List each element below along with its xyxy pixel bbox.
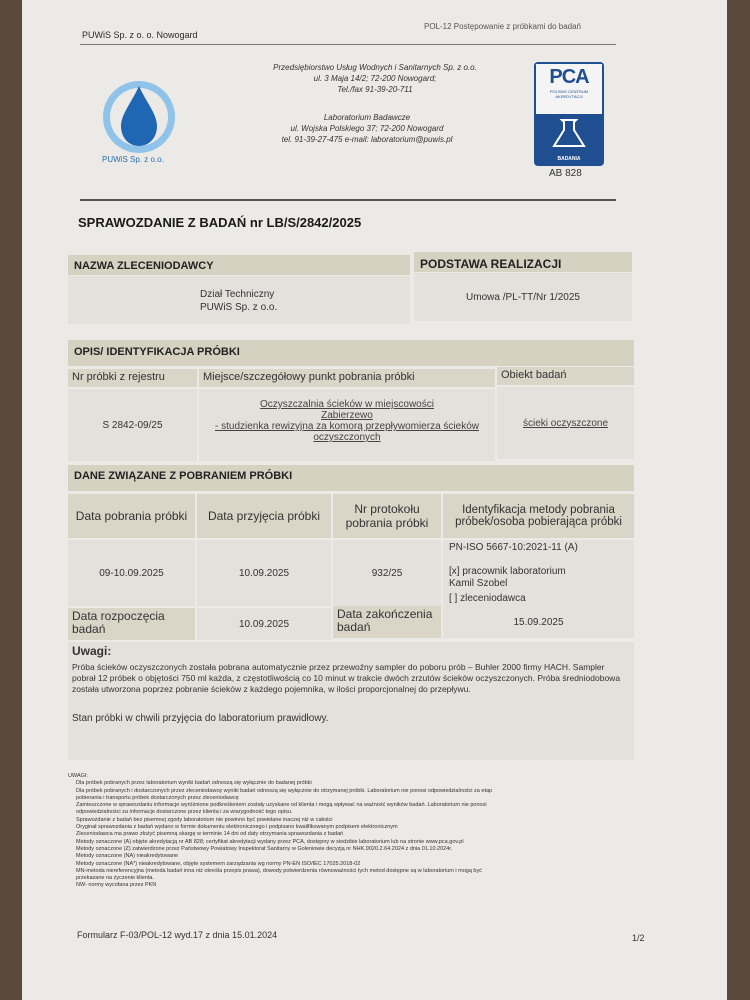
method-person: [x] pracownik laboratorium <box>449 566 566 577</box>
address-line: Przedsiębiorstwo Usług Wodnych i Sanitarnych Sp. z o.o. <box>273 63 477 72</box>
sampling-heading: DANE ZWIĄZANE Z POBRANIEM PRÓBKI <box>68 465 634 491</box>
footnotes-heading: UWAGI: <box>68 773 88 779</box>
basis-heading: PODSTAWA REALIZACJI <box>414 252 632 272</box>
procedure-header: POL-12 Postępowanie z próbkami do badań <box>424 22 581 31</box>
footnote-line: Zleceniodawca ma prawo złożyć pisemną skargę w terminie 14 dni od daty otrzymania sprawozdania z badań <box>76 831 344 838</box>
footnote-line: pobierania i transportu próbek dostarczonych przez zleceniodawcę <box>76 794 239 801</box>
address-line: ul. 3 Maja 14/2; 72-200 Nowogard; <box>313 74 437 83</box>
pca-logo-text: PCA <box>549 66 589 88</box>
end-label: Data zakończenia badań <box>333 606 441 638</box>
footnote-line: Oryginał sprawozdania z badań wydano w formie dokumentu elektronicznego i podpisano kwalifikowanym podpisem elektronicznym <box>76 824 398 831</box>
sample-place-line: Zabierzewo <box>321 410 373 421</box>
flask-icon <box>534 114 604 154</box>
col-method: Identyfikacja metody pobrania próbek/osoba pobierająca próbki <box>443 494 634 538</box>
title-divider <box>80 199 616 201</box>
lab-line: tel. 91-39-27-475 e-mail: laboratorium@puwis.pl <box>281 135 453 144</box>
client-name <box>68 276 410 324</box>
footnotes <box>68 773 638 890</box>
footnote-line: Metody oznaczone (NA) nieakredytowane <box>76 853 179 860</box>
pca-logo-bottom: BADANIA <box>557 156 581 162</box>
footnote-line: Dla próbek pobranych i dostarczonych przez zleceniodawcę wyniki badań odnoszą się wyłącznie do otrzymanej próbki. Laboratorium nie ponosi odpowiedzialności za etap <box>76 787 493 794</box>
end-value: 15.09.2025 <box>443 606 634 638</box>
method-details <box>443 540 634 606</box>
col-sample-object: Obiekt badań <box>497 367 634 385</box>
footnote-line: Sprawozdanie z badań bez pisemnej zgody laboratorium nie powinno być powielane inaczej niż w całości <box>76 816 333 823</box>
client-name-line: PUWiS Sp. z o.o. <box>200 302 278 313</box>
company-address <box>230 62 520 95</box>
header-divider <box>80 44 616 45</box>
col-date-received: Data przyjęcia próbki <box>197 494 331 538</box>
form-footer: Formularz F-03/POL-12 wyd.17 z dnia 15.01.2024 <box>77 930 278 940</box>
method-person-name: Kamil Szobel <box>449 578 508 589</box>
sample-number: S 2842-09/25 <box>68 389 197 461</box>
client-heading: NAZWA ZLECENIODAWCY <box>68 255 410 275</box>
logo-caption: PUWiS Sp. z o.o. <box>102 155 164 164</box>
col-protocol: Nr protokołu pobrania próbki <box>333 494 441 538</box>
pca-logo-sub: POLSKIE CENTRUM AKREDYTACJI <box>549 89 589 99</box>
footnote-line: NW- normy wycofana przez PKN <box>76 882 157 889</box>
footnote-line: przekazane na życzenie klienta. <box>76 875 154 882</box>
remarks-heading: Uwagi: <box>72 644 112 658</box>
report-title: SPRAWOZDANIE Z BADAŃ nr LB/S/2842/2025 <box>78 215 362 230</box>
page-number: 1/2 <box>632 933 645 943</box>
sample-object <box>497 387 634 459</box>
accreditation-number: AB 828 <box>549 168 582 179</box>
footnote-line: Metody oznaczone (A) objęte akredytacją nr AB 828; certyfikat akredytacji wydany przez PCA, dostępny w siedzibie laboratorium lub na stronie www.pca.gov.pl <box>76 838 464 845</box>
sample-place-line: - studzienka rewizyjna za komorą przepływomierza ścieków <box>215 421 479 432</box>
col-date-taken: Data pobrania próbki <box>68 494 195 538</box>
method-client: [ ] zleceniodawca <box>449 593 526 604</box>
pca-accreditation-logo <box>534 62 604 166</box>
footnote-line: Metody oznaczone (NA*) nieakredytowane, objęte systemem zarządzania wg normy PN-EN ISO/IEC 17025:2018-02 <box>76 860 361 867</box>
footnote-line: Dla próbek pobranych przez laboratorium wyniki badań odnoszą się wyłącznie do badanej próbki <box>76 780 312 787</box>
sample-place-line: oczyszczonych <box>313 432 381 443</box>
start-value: 10.09.2025 <box>197 608 331 640</box>
address-line: Tel./fax 91-39-20-711 <box>337 85 413 94</box>
sample-object-value: ścieki oczyszczone <box>522 417 609 429</box>
lab-line: ul. Wojska Polskiego 37; 72-200 Nowogard <box>290 124 444 133</box>
basis-value: Umowa /PL-TT/Nr 1/2025 <box>414 273 632 321</box>
col-sample-place: Miejsce/szczegółowy punkt pobrania próbki <box>199 369 495 387</box>
client-name-line: Dział Techniczny <box>200 289 275 300</box>
protocol-number: 932/25 <box>333 540 441 606</box>
footnote-line: Zamieszczone w sprawozdaniu informacje wyróżnione podkreśleniem zostały uzyskane od klienta i mogą wpływać na ważność wyników badań. Laboratorium nie ponosi <box>76 802 487 809</box>
report-page <box>22 0 727 1000</box>
lab-line: Laboratorium Badawcze <box>323 113 411 122</box>
remarks-text: Próba ścieków oczyszczonych została pobrana automatycznie przez przewoźny sampler do poboru prób – Buhler 2000 firmy HACH. Sampler pobrał 12 próbek o objętości 750 ml każda, z częstotliwością co 10 minut w trakcie dwóch zrzutów ścieków oczyszczonych. Próba średniodobowa została utworzona poprzez pobranie ścieków z każdego pojemnika, w ilości proporcjonalnej do przepływu. <box>72 662 621 694</box>
date-taken: 09-10.09.2025 <box>68 540 195 606</box>
remarks-box <box>68 642 634 760</box>
sample-place <box>199 389 495 461</box>
footnote-line: Metody oznaczone (Z) zatwierdzone przez Państwowy Powiatowy Inspektorat Sanitarny w Goleniowie decyzją nr NHK.9020.2.64.2024 z dnia 01.10.2024r. <box>76 845 453 852</box>
water-drop-icon <box>94 78 184 156</box>
sample-condition: Stan próbki w chwili przyjęcia do laboratorium prawidłowy. <box>72 713 329 724</box>
start-label: Data rozpoczęcia badań <box>68 608 195 640</box>
footnote-line: MN-metoda niereferencyjna (metoda badań inna niż określa przepis prawa), dowody potwierdzenia równoważności tych metod dostępne są w laboratorium i mogą być <box>76 867 482 874</box>
method-standard: PN-ISO 5667-10:2021-11 (A) <box>449 542 578 553</box>
date-received: 10.09.2025 <box>197 540 331 606</box>
lab-address <box>222 112 512 145</box>
col-sample-number: Nr próbki z rejestru <box>68 369 197 387</box>
footnote-line: odpowiedzialności za informacje dostarczone przez klienta i za wiarygodność tego opisu. <box>76 809 293 816</box>
sample-place-line: Oczyszczalnia ścieków w miejscowości <box>260 399 434 410</box>
sample-heading: OPIS/ IDENTYFIKACJA PRÓBKI <box>68 340 634 366</box>
company-header: PUWiS Sp. z o. o. Nowogard <box>82 30 198 40</box>
